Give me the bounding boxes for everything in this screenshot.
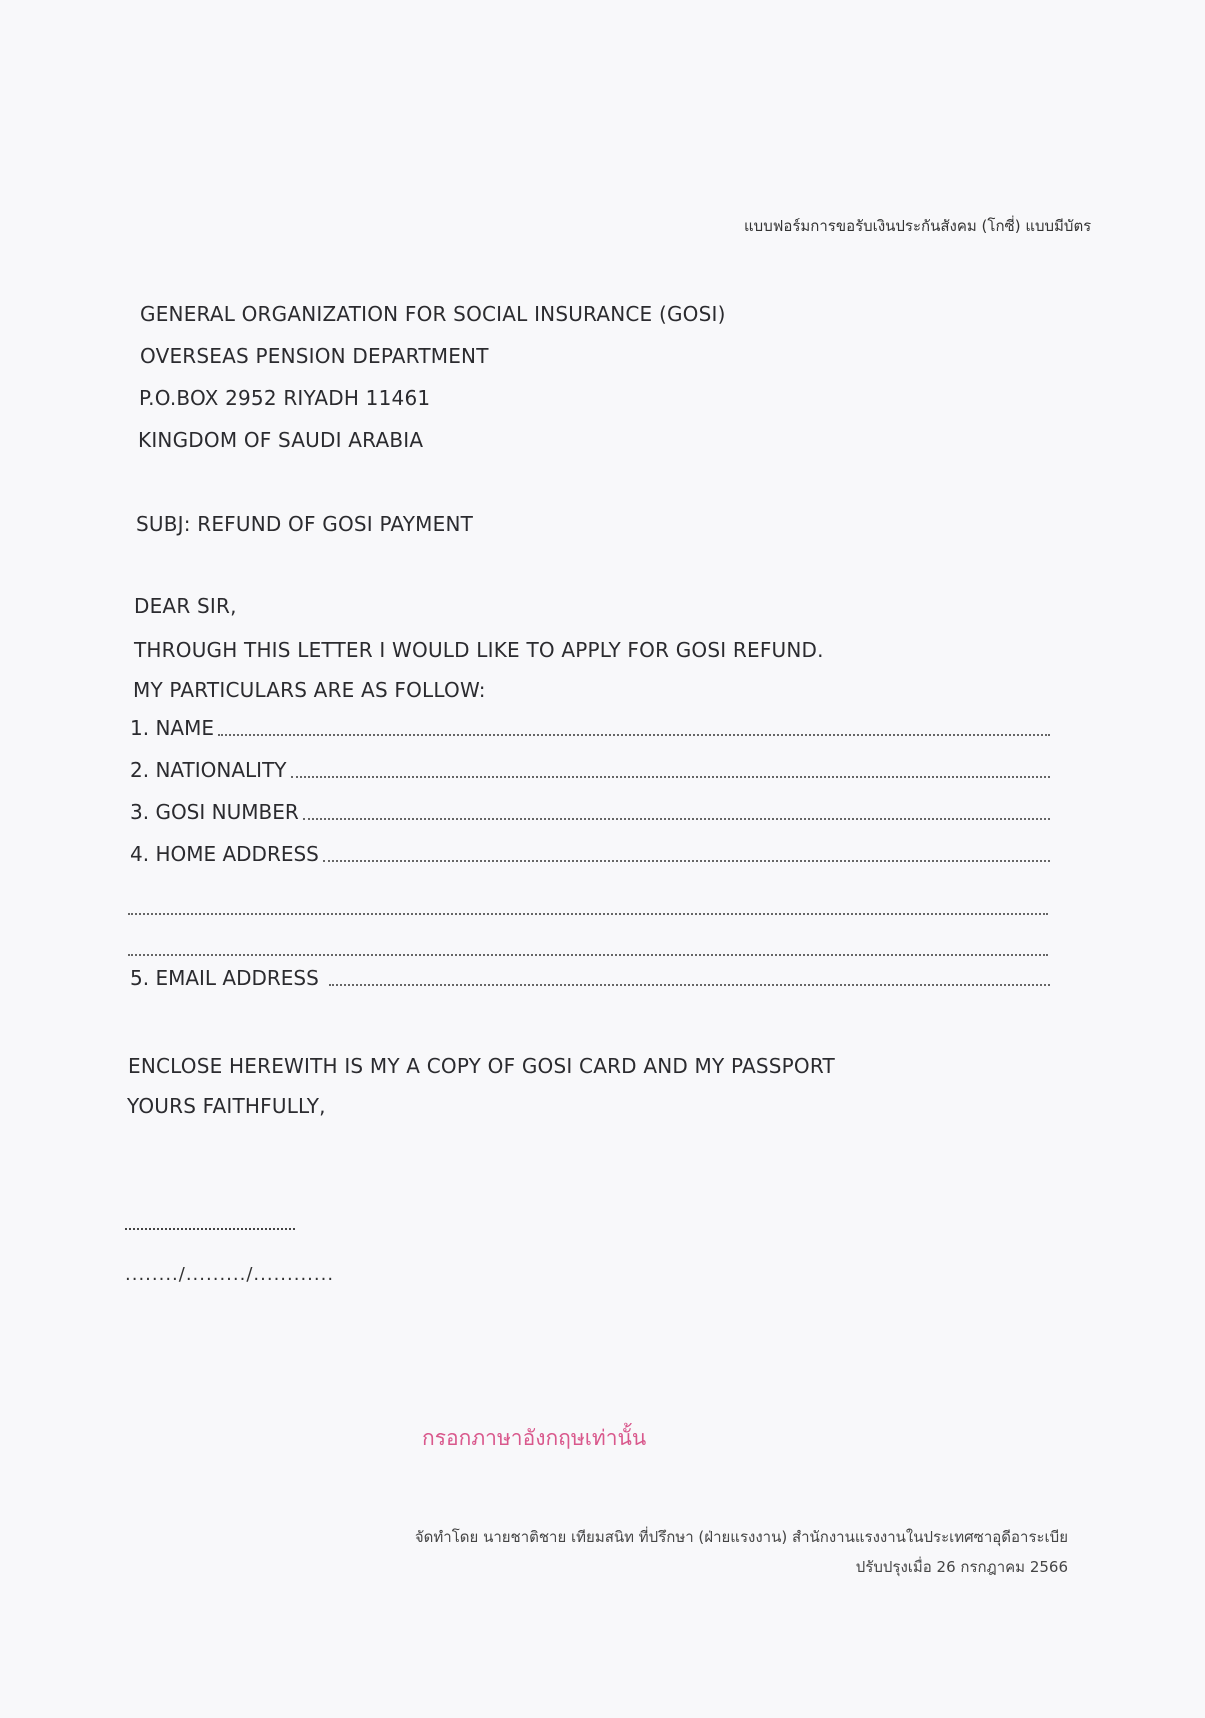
address-line-pobox: P.O.BOX 2952 RIYADH 11461 <box>139 386 431 410</box>
field-gosi-number[interactable] <box>130 796 1050 824</box>
field-email-address-dotted-line[interactable] <box>329 983 1050 986</box>
salutation: DEAR SIR, <box>134 594 237 618</box>
footer-updated-date: ปรับปรุงเมื่อ 26 กรกฎาคม 2566 <box>855 1558 1068 1576</box>
field-email-address-label: 5. EMAIL ADDRESS <box>130 966 319 990</box>
field-gosi-number-dotted-line[interactable] <box>303 817 1050 820</box>
enclosure-line: ENCLOSE HEREWITH IS MY A COPY OF GOSI CARD AND MY PASSPORT <box>128 1054 835 1078</box>
field-nationality-label: 2. NATIONALITY <box>130 758 287 782</box>
address-line-country: KINGDOM OF SAUDI ARABIA <box>138 428 424 452</box>
field-email-address[interactable] <box>130 962 1050 990</box>
field-home-address-dotted-line[interactable] <box>323 859 1050 862</box>
field-nationality[interactable] <box>130 754 1050 782</box>
field-home-address-label: 4. HOME ADDRESS <box>130 842 319 866</box>
body-line-particulars: MY PARTICULARS ARE AS FOLLOW: <box>133 678 486 702</box>
signature-line[interactable] <box>125 1228 295 1230</box>
address-line-department: OVERSEAS PENSION DEPARTMENT <box>140 344 489 368</box>
form-title-thai: แบบฟอร์มการขอรับเงินประกันสังคม (โกซี่) แบบมีบัตร <box>744 217 1092 235</box>
home-address-continuation-line-2[interactable] <box>128 954 1048 956</box>
footer-prepared-by: จัดทำโดย นายชาติชาย เทียมสนิท ที่ปรึกษา (ฝ่ายแรงงาน) สำนักงานแรงงานในประเทศซาอุดีอาระเบีย <box>414 1528 1068 1546</box>
field-nationality-dotted-line[interactable] <box>291 775 1050 778</box>
english-only-note: กรอกภาษาอังกฤษเท่านั้น <box>422 1426 647 1450</box>
field-name[interactable] <box>130 712 1050 740</box>
field-name-label: 1. NAME <box>130 716 214 740</box>
address-line-organization: GENERAL ORGANIZATION FOR SOCIAL INSURANCE (GOSI) <box>140 302 726 326</box>
field-name-dotted-line[interactable] <box>218 733 1050 736</box>
date-placeholder[interactable]: ......../........./............ <box>125 1264 335 1285</box>
closing-line: YOURS FAITHFULLY, <box>127 1094 326 1118</box>
body-line-apply: THROUGH THIS LETTER I WOULD LIKE TO APPLY FOR GOSI REFUND. <box>134 638 824 662</box>
subject-line: SUBJ: REFUND OF GOSI PAYMENT <box>136 512 474 536</box>
field-gosi-number-label: 3. GOSI NUMBER <box>130 800 299 824</box>
home-address-continuation-line-1[interactable] <box>128 913 1048 915</box>
field-home-address[interactable] <box>130 838 1050 866</box>
